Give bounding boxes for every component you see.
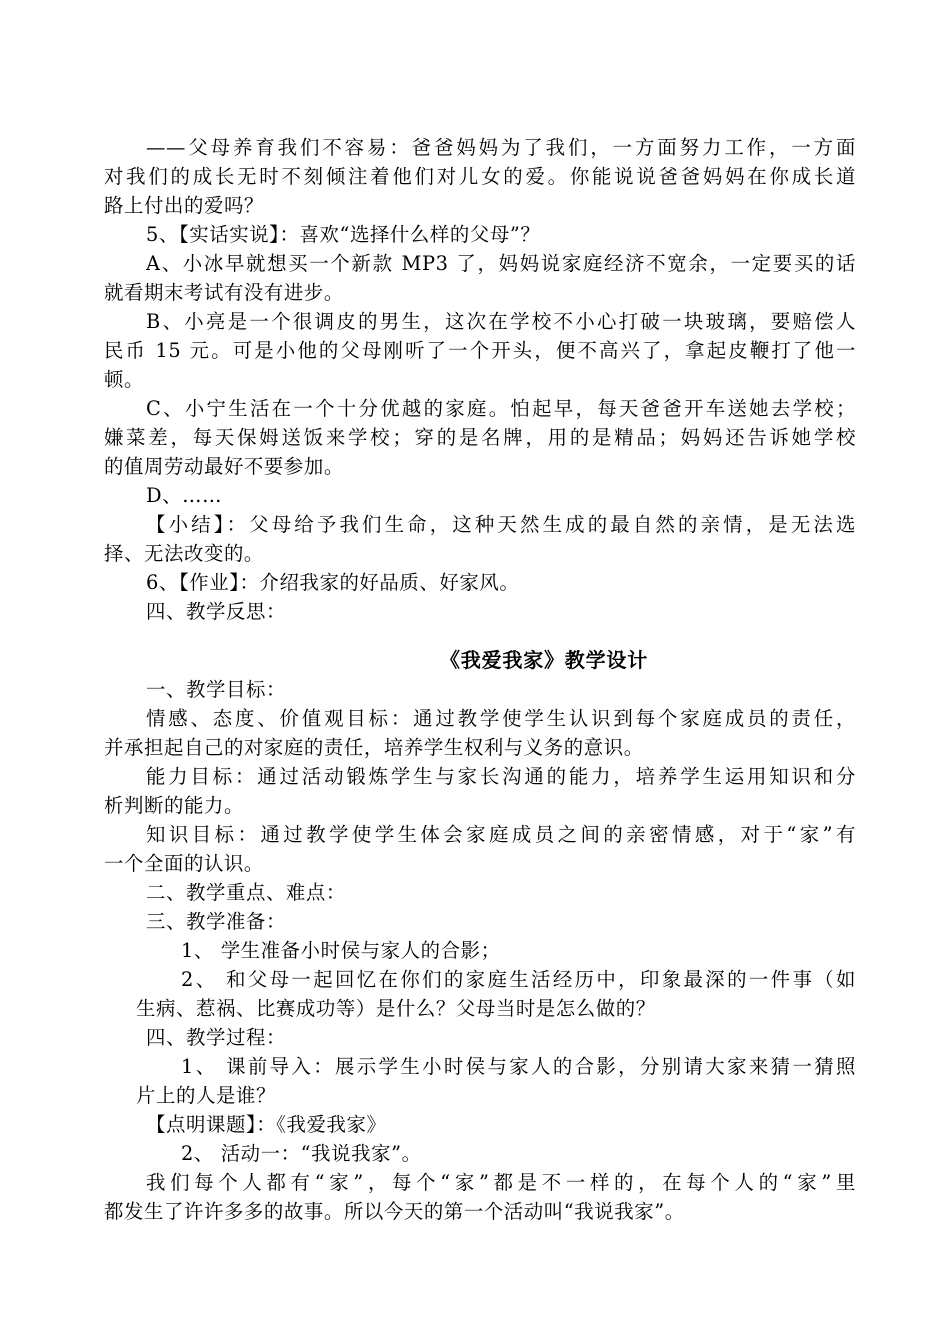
- activity-text-line-1: 我们每个人都有“家”，每个“家”都是不一样的，在每个人的“家”里: [146, 1171, 856, 1194]
- goal-knowledge-line-1: 知识目标：通过教学使学生体会家庭成员之间的亲密情感，对于“家”有: [146, 823, 856, 846]
- goal-knowledge-line-2: 一个全面的认识。: [104, 852, 264, 875]
- case-d: D、……: [146, 484, 223, 507]
- activity-1-heading: 2、 活动一：“我说我家”。: [181, 1142, 422, 1165]
- goal-emotion-line-1: 情感、态度、价值观目标：通过教学使学生认识到每个家庭成员的责任，: [146, 707, 856, 730]
- preparation-item-2-line-2: 生病、惹祸、比赛成功等）是什么？父母当时是怎么做的？: [136, 997, 656, 1020]
- teaching-reflection-heading: 四、教学反思：: [146, 600, 286, 623]
- case-c-line-1: C、小宁生活在一个十分优越的家庭。怕起早，每天爸爸开车送她去学校；: [146, 397, 856, 420]
- case-b-line-2: 民币 15 元。可是小他的父母刚听了一个开头，便不高兴了，拿起皮鞭打了他一: [104, 339, 856, 362]
- summary-line-2: 择、无法改变的。: [104, 542, 264, 565]
- lesson-title: 《我爱我家》教学设计: [440, 648, 648, 672]
- case-b-line-3: 顿。: [104, 368, 144, 391]
- case-b-line-1: B、小亮是一个很调皮的男生，这次在学校不小心打破一块玻璃，要赔偿人: [146, 310, 856, 333]
- case-a-line-1: A、小冰早就想买一个新款 MP3 了，妈妈说家庭经济不宽余，一定要买的话: [146, 252, 856, 275]
- item-6-homework: 6、【作业】：介绍我家的好品质、好家风。: [146, 571, 520, 594]
- goals-heading: 一、教学目标：: [146, 678, 286, 701]
- case-c-line-2: 嫌菜差，每天保姆送饭来学校；穿的是名牌，用的是精品；妈妈还告诉她学校: [104, 426, 856, 449]
- process-item-1-line-2: 片上的人是谁？: [136, 1084, 276, 1107]
- topic-line: 【点明课题】：《我爱我家》: [146, 1113, 387, 1136]
- summary-line-1: 【小结】：父母给予我们生命，这种天然生成的最自然的亲情，是无法选: [146, 513, 856, 536]
- process-heading: 四、教学过程：: [146, 1026, 286, 1049]
- case-a-line-2: 就看期末考试有没有进步。: [104, 281, 344, 304]
- key-points-heading: 二、教学重点、难点：: [146, 881, 346, 904]
- process-item-1-line-1: 1、 课前导入：展示学生小时侯与家人的合影，分别请大家来猜一猜照: [181, 1055, 856, 1078]
- preparation-item-1: 1、 学生准备小时侯与家人的合影；: [181, 939, 501, 962]
- paragraph-intro-line-3: 路上付出的爱吗？: [104, 194, 264, 217]
- activity-text-line-2: 都发生了许许多多的故事。所以今天的第一个活动叫“我说我家”。: [104, 1200, 685, 1223]
- goal-emotion-line-2: 并承担起自己的对家庭的责任，培养学生权利与义务的意识。: [104, 736, 644, 759]
- preparation-heading: 三、教学准备：: [146, 910, 286, 933]
- item-5-heading: 5、【实话实说】：喜欢“选择什么样的父母”？: [146, 223, 541, 246]
- goal-ability-line-1: 能力目标：通过活动锻炼学生与家长沟通的能力，培养学生运用知识和分: [146, 765, 856, 788]
- preparation-item-2-line-1: 2、 和父母一起回忆在你们的家庭生活经历中，印象最深的一件事（如: [181, 968, 856, 991]
- paragraph-intro-line-1: ——父母养育我们不容易：爸爸妈妈为了我们，一方面努力工作，一方面: [146, 136, 856, 159]
- paragraph-intro-line-2: 对我们的成长无时不刻倾注着他们对儿女的爱。你能说说爸爸妈妈在你成长道: [104, 165, 856, 188]
- goal-ability-line-2: 析判断的能力。: [104, 794, 244, 817]
- case-c-line-3: 的值周劳动最好不要参加。: [104, 455, 344, 478]
